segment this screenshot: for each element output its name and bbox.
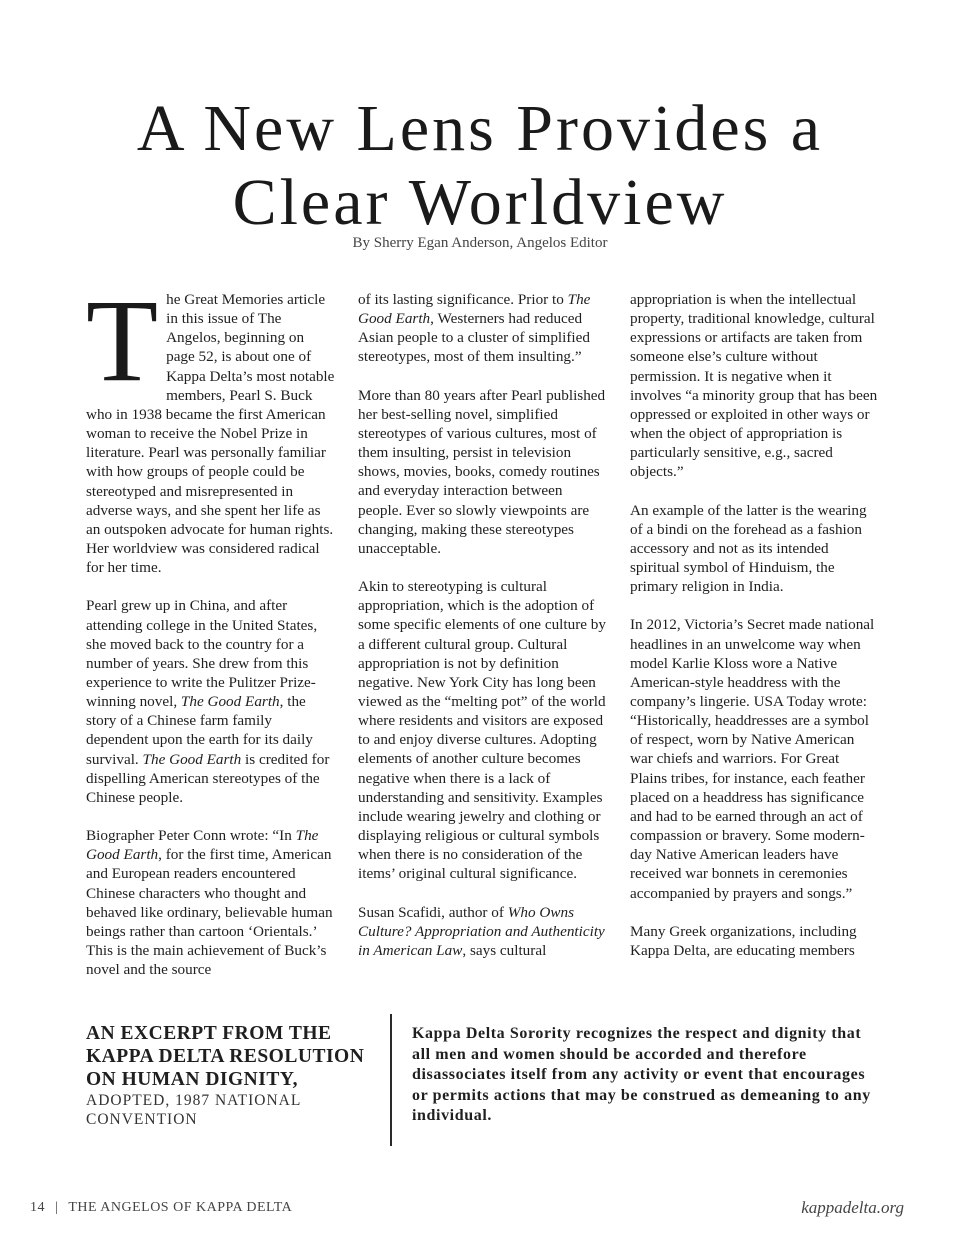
paragraph — [86, 596, 336, 807]
publication-name: THE ANGELOS OF KAPPA DELTA — [68, 1200, 293, 1215]
text-run: , for the first time, American and European readers encountered Chinese characters who thought and behaved like ordinary, believable human beings rather than cartoon ‘Orientals.’ This is the main achievement of Buck’s novel and the source — [86, 846, 333, 979]
text-run: , says cultural — [462, 941, 547, 959]
title-line-1: A New Lens Provides a — [136, 92, 824, 165]
text-run: is credited for dispelling American stereotypes of the Chinese people. — [86, 750, 330, 806]
resolution-quote: Kappa Delta Sorority recognizes the respect and dignity that all men and women should be accorded and therefore disassociates itself from any activity or event that encourages or permits actions that may be construed as demeaning to any individual. — [412, 1025, 871, 1124]
paragraph-text: he Great Memories article in this issue of The Angelos, beginning on page 52, is about one of Kappa Delta’s most notable members, Pearl S. Buck who in 1938 became the first American woman to receive the Nobel Prize in literature. Pearl was personally familiar with how groups of people could be stereotyped and misrepresented in adverse ways, and she spent her life as an outspoken advocate for human rights. Her worldview was considered radical for her time. — [86, 291, 335, 577]
text-run: Susan Scafidi, author of — [358, 903, 508, 921]
text-run: , the story of a Chinese farm family dependent upon the earth for its daily survival. — [86, 693, 313, 768]
paragraph — [86, 826, 336, 979]
column-2 — [358, 290, 608, 979]
byline: By Sherry Egan Anderson, Angelos Editor — [352, 235, 608, 251]
drop-cap: T — [86, 275, 159, 406]
website-link[interactable]: kappadelta.org — [801, 1198, 904, 1217]
paragraph: appropriation is when the intellectual property, traditional knowledge, cultural expressions or artifacts are taken from someone else’s culture without permission. It is negative when it involves “a minority group that has been oppressed or exploited in other ways or when the object of appropriation is particularly sensitive, e.g., sacred objects.” — [630, 291, 878, 481]
vertical-divider — [390, 1014, 392, 1146]
paragraph: In 2012, Victoria’s Secret made national headlines in an unwelcome way when model Karlie Kloss wore a Native American-style headdress with the company’s lingerie. USA Today wrote: “Historically, headdresses are a symbol of respect, worn by Native American war chiefs and warriors. For Great Plains tribes, for instance, each feather placed on a headdress has significance and had to be earned through an act of compassion or bravery. Some modern-day Native American leaders have received war bonnets in ceremonies accompanied by prayers and songs.” — [630, 616, 875, 902]
book-title: The Good Earth — [142, 750, 242, 768]
text-run: Biographer Peter Conn wrote: “In — [86, 827, 296, 845]
title-line-2: Clear Worldview — [232, 166, 728, 239]
book-title: Who Owns Culture? Appropriation and Authenticity in American Law — [358, 903, 605, 959]
paragraph: Akin to stereotyping is cultural appropriation, which is the adoption of some specific elements of one culture by a different cultural group. Cultural appropriation is not by definition negative. New York City has long been viewed as the “melting pot” of the world where residents and visitors are exposed to and enjoy diverse cultures. Adopting elements of another culture becomes negative when there is a lack of understanding and sensitivity. Examples include wearing jewelry and clothing or displaying religious or cultural symbols when there is no consideration of the items’ original cultural significance. — [358, 578, 606, 883]
column-1 — [86, 275, 336, 998]
footer-separator: | — [55, 1200, 59, 1215]
book-title: The Good Earth — [86, 827, 319, 864]
paragraph — [358, 903, 608, 960]
paragraph: Many Greek organizations, including Kappa Delta, are educating members — [630, 922, 857, 959]
paragraph — [86, 275, 336, 577]
paragraph: An example of the latter is the wearing of a bindi on the forehead as a fashion accessory and not as its intended spiritual symbol of Hinduism, the primary religion in India. — [630, 501, 867, 596]
page-number: 14 — [30, 1200, 45, 1215]
resolution-excerpt-label — [86, 1022, 381, 1129]
paragraph: More than 80 years after Pearl published her best-selling novel, simplified stereotypes of various cultures, most of them insulting, persist in television shows, movies, books, comedy routines and everyday interaction between people. Ever so slowly viewpoints are changing, making these stereotypes unacceptable. — [358, 386, 606, 557]
article-title — [0, 92, 960, 240]
column-3 — [630, 290, 880, 979]
text-run: , Westerners had reduced Asian people to a cluster of simplified stereotypes, most of them insulting.” — [358, 310, 590, 366]
excerpt-subheading: ADOPTED, 1987 NATIONAL CONVENTION — [86, 1092, 301, 1128]
paragraph — [358, 290, 608, 367]
text-run: Pearl grew up in China, and after attending college in the United States, she moved back to the country for a number of years. She drew from this experience to write the Pulitzer Prize-winning novel, — [86, 597, 318, 711]
excerpt-heading: AN EXCERPT FROM THE KAPPA DELTA RESOLUTION ON HUMAN DIGNITY, — [86, 1023, 365, 1090]
book-title: The Good Earth — [358, 291, 591, 328]
text-run: of its lasting significance. Prior to — [358, 291, 568, 308]
book-title: The Good Earth — [180, 693, 280, 711]
page-footer — [30, 1200, 292, 1216]
